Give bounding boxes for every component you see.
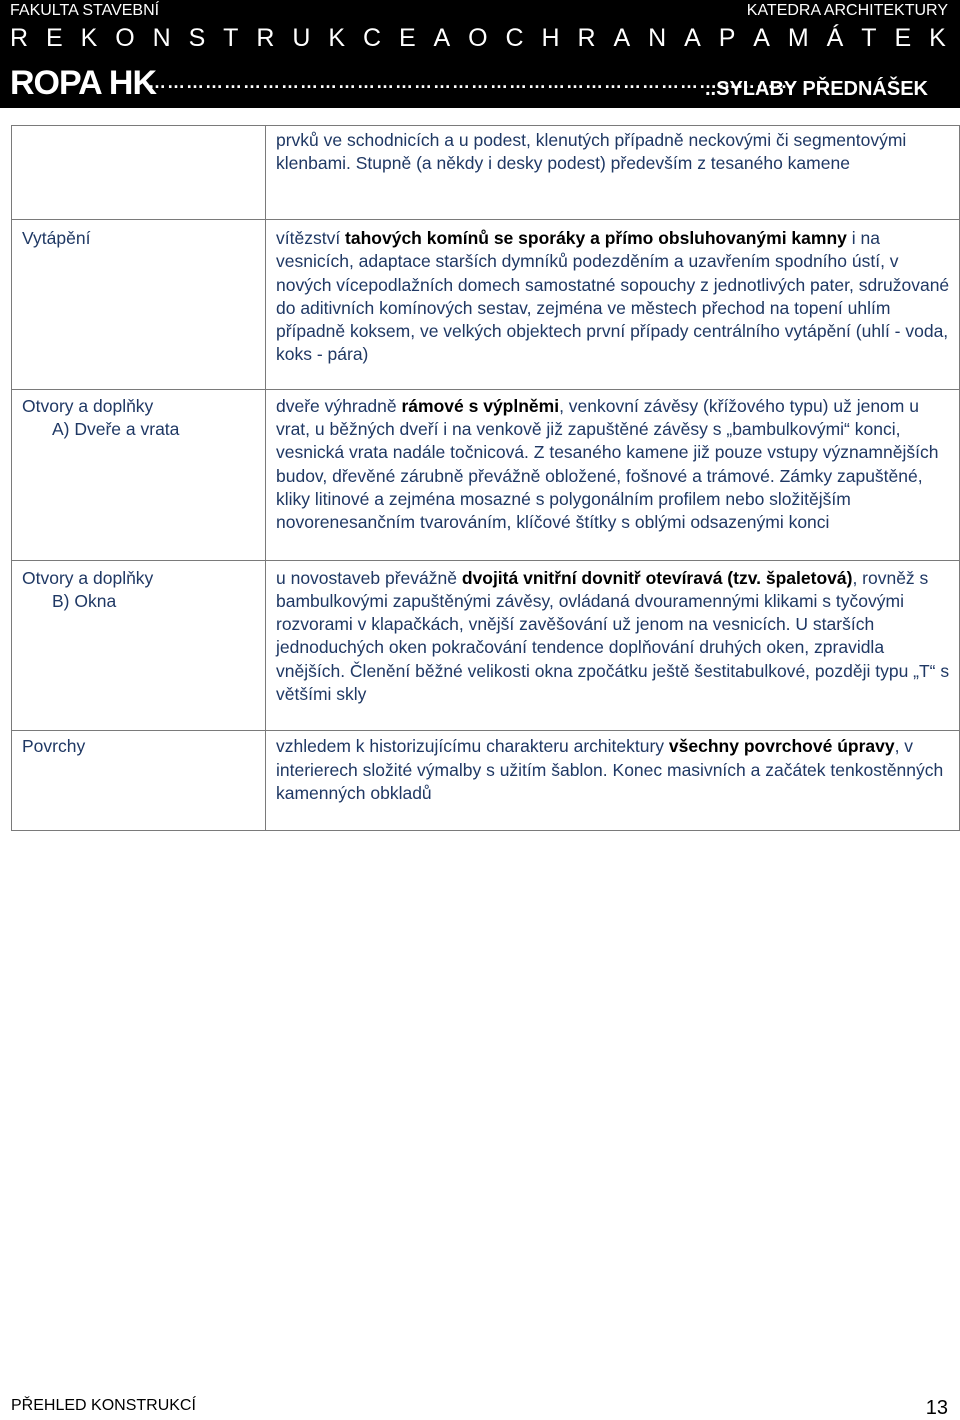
row-label-text: Vytápění	[22, 228, 91, 248]
row-content	[266, 389, 960, 560]
band-letter: K	[929, 24, 946, 52]
faculty-name: FAKULTA STAVEBNÍ	[10, 2, 160, 19]
content-text: vítězství	[276, 228, 346, 248]
content-bold-text: rámové s výplněmi	[401, 395, 560, 416]
content-text: , rovněž s bambulkovými zapuštěnými závěsy, ovládaná dvouramennými klikami s tyčovými rozvorami v klapačkách, vnější zavěšování už jenom na vesnicích. U starších jednoduchých oken pokračování tendence doplňování druhých oken, zpravidla vnějších. Členění běžné velikosti okna zpočátku ještě šestitabulkové, později typu „T“ s většími skly	[276, 567, 950, 705]
band-letter: R	[256, 24, 275, 52]
band-letter: N	[648, 24, 667, 52]
row-content	[266, 560, 960, 731]
band-letter: R	[10, 24, 29, 52]
band-letter: T	[861, 24, 877, 52]
row-content: prvků ve schodnicích a u podest, klenutých případně neckovými či segmentovými klenbami. Stupně (a někdy i desky podest) především z tesaného kamene	[266, 126, 960, 220]
band-letter: R	[577, 24, 596, 52]
syllabus-table	[11, 125, 960, 831]
row-sublabel-text: B) Okna	[52, 590, 117, 611]
row-content	[266, 731, 960, 831]
title-dots: …………………………………………………………………………………………	[148, 72, 794, 92]
row-label	[12, 731, 266, 831]
content-text: i na vesnicích, adaptace starších dymníků podezděním a uzavřením spodního ústí, v nových vícepodlažních domech samostatné sopouchy z jednotlivých pater, sdružované do aditivních komínových sestav, zejména ve městech přechod na topení uhlím případně koksem, ve velkých objektech první případy centrálního vytápění (uhlí - voda, koks - pára)	[276, 228, 950, 365]
band-letter: T	[223, 24, 239, 52]
page-header	[0, 0, 960, 108]
band-letter: A	[613, 24, 631, 52]
band-letter: A	[433, 24, 451, 52]
content-text: , v interierech složité výmalby s užitím šablon. Konec masivních a začátek tenkostěnných kamenných obkladů	[276, 736, 944, 803]
department-name: KATEDRA ARCHITEKTURY	[746, 2, 948, 19]
band-letter: O	[468, 24, 488, 52]
row-sublabel-text: A) Dveře a vrata	[52, 419, 180, 440]
footer-title: PŘEHLED KONSTRUKCÍ	[11, 1397, 196, 1414]
content-bold-text: tahových komínů se sporáky a přímo obsluhovanými kamny	[345, 228, 847, 248]
band-letter: M	[787, 24, 809, 52]
band-letter: P	[718, 24, 736, 52]
section-title: ..SYLABY PŘEDNÁŠEK	[704, 78, 928, 100]
table-row	[12, 560, 960, 731]
band-letter: Á	[826, 24, 844, 52]
band-letter: O	[115, 24, 135, 52]
content-text: vzhledem k historizujícímu charakteru architektury	[276, 736, 669, 757]
band-letter: A	[753, 24, 770, 52]
row-label	[12, 560, 266, 731]
band-letter: U	[292, 24, 311, 52]
page-number: 13	[925, 1397, 948, 1419]
band-letter: N	[152, 24, 171, 52]
table-row	[12, 220, 960, 390]
band-letter: A	[684, 24, 701, 52]
band-letter: H	[541, 24, 560, 52]
band-letter: S	[188, 24, 206, 52]
row-content	[266, 220, 960, 390]
content-text: , venkovní závěsy (křížového typu) už jenom u vrat, u běžných dveří i na venkově již zapuštěné závěsy s „bambulkovými“ konci, vesnická vrata nadále točnicová. Z tesaného kamene již pouze vstupy významnějších budov, dřevěné zárubně převážně obložené, fošnové a trámové. Zámky zapuštěné, kliky litinové a zejména mosazné s polygonálním profilem nebo složitějším novorenesančním tvarováním, klíčové štítky s oblými odsazenými konci	[276, 395, 939, 533]
row-label-text: Otvory a doplňky	[22, 567, 154, 588]
row-label	[12, 389, 266, 560]
table-row	[12, 389, 960, 560]
row-label	[12, 126, 266, 220]
row-label-text: Otvory a doplňky	[22, 395, 154, 416]
band-letter: E	[45, 24, 63, 52]
band-letter: K	[80, 24, 98, 52]
letter-band	[10, 24, 946, 53]
band-letter: K	[328, 24, 346, 52]
content-text: u novostaveb převážně	[276, 567, 462, 588]
course-title: ROPA HK	[10, 64, 156, 102]
content-bold-text: dvojitá vnitřní dovnitř otevíravá (tzv. špaletová)	[461, 567, 853, 588]
row-label	[12, 220, 266, 390]
content-text: dveře výhradně	[276, 395, 402, 416]
content-bold-text: všechny povrchové úpravy	[668, 736, 895, 757]
band-letter: E	[894, 24, 912, 52]
table-row	[12, 731, 960, 831]
band-letter: C	[362, 24, 382, 52]
band-letter: E	[398, 24, 416, 52]
band-letter: C	[505, 24, 524, 52]
row-label-text: Povrchy	[22, 736, 86, 757]
table-row	[12, 126, 960, 220]
